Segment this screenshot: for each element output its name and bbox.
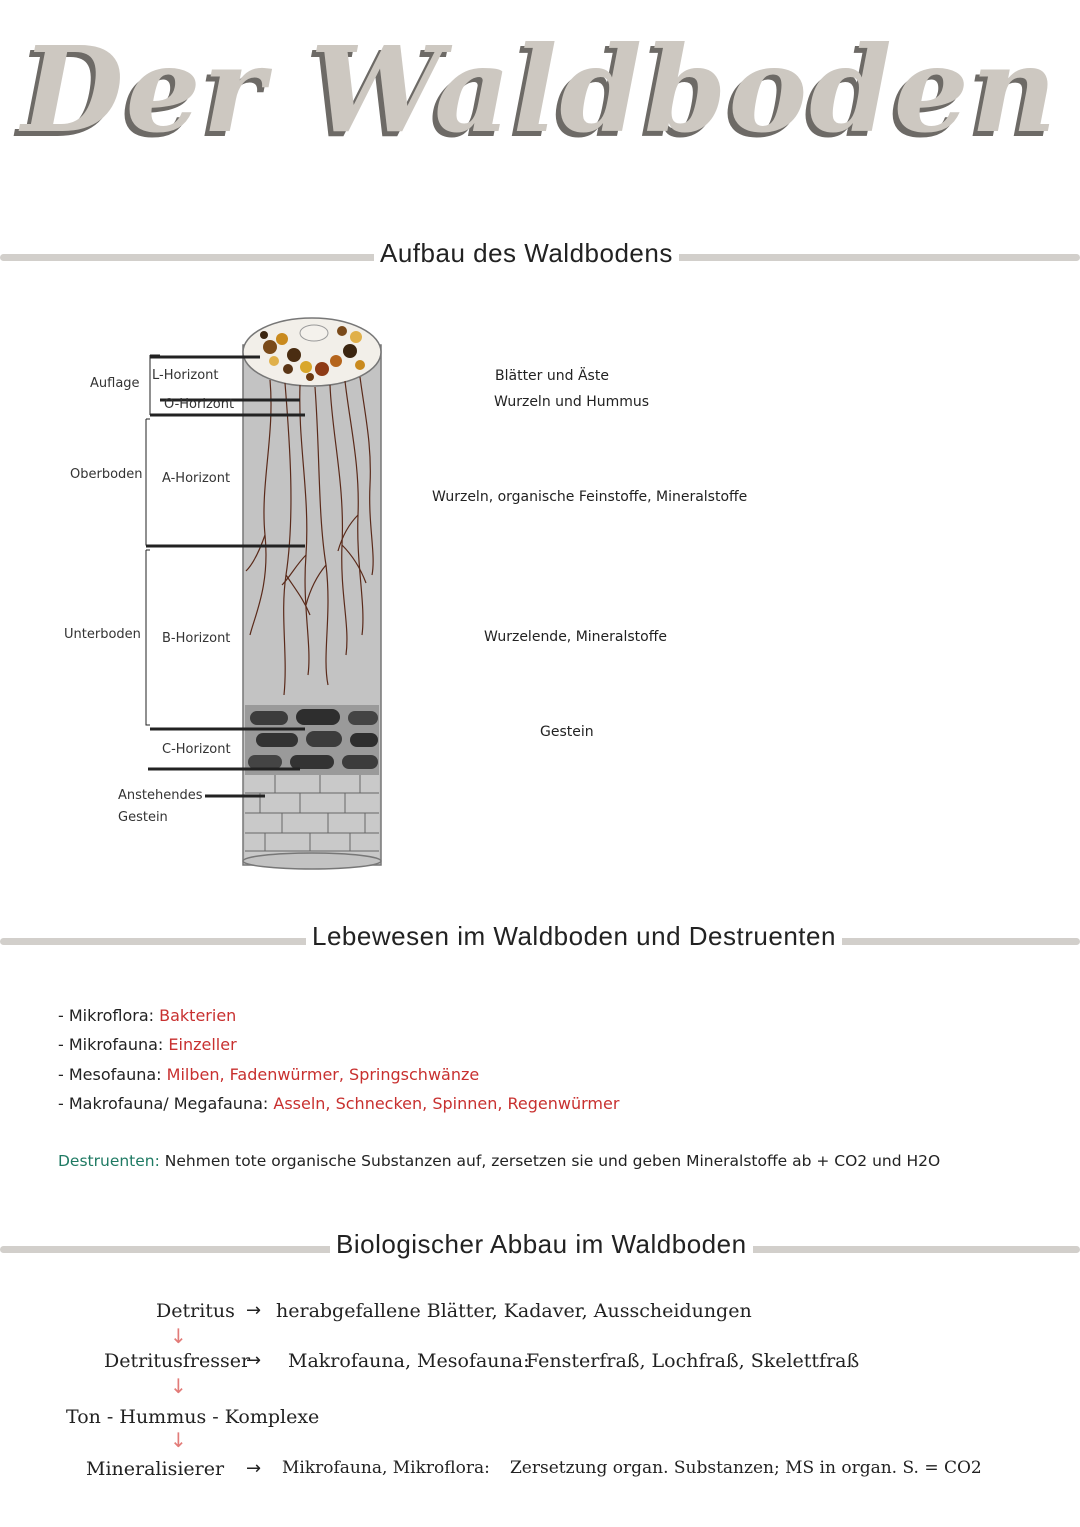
desc-o-horizont: Wurzeln und Hummus	[494, 394, 650, 410]
horizon-label-b: B-Horizont	[162, 631, 231, 646]
horizon-label-a: A-Horizont	[162, 471, 231, 486]
horizon-label-o: O-Horizont	[164, 397, 235, 412]
flow-detritus: Detritus	[156, 1300, 235, 1322]
group-label-unterboden: Unterboden	[64, 627, 141, 642]
page-title: Der Waldboden	[21, 20, 1059, 159]
horizon-label-c: C-Horizont	[162, 742, 231, 757]
section-title-aufbau: Aufbau des Waldbodens	[374, 238, 679, 269]
group-label-oberboden: Oberboden	[70, 467, 143, 482]
horizon-label-rock-1: Anstehendes	[118, 788, 203, 803]
desc-b-horizont: Wurzelende, Mineralstoffe	[484, 629, 667, 645]
desc-a-horizont: Wurzeln, organische Feinstoffe, Mineralstoffe	[432, 489, 748, 505]
destruenten-definition: Destruenten: Nehmen tote organische Substanzen auf, zersetzen sie und geben Mineralstoffe ab + CO2 und H2O	[58, 1152, 941, 1170]
horizon-label-rock-2: Gestein	[118, 810, 168, 825]
list-item: - Mikrofauna: Einzeller	[58, 1035, 237, 1054]
horizon-label-l: L-Horizont	[152, 368, 219, 383]
arrow-down-icon: ↓	[170, 1374, 187, 1398]
flow-mineralisierer-desc: Mikrofauna, Mikroflora:	[282, 1458, 490, 1478]
bedrock-icon	[245, 775, 379, 861]
flow-fresser-desc: Makrofauna, Mesofauna:	[288, 1350, 530, 1372]
desc-l-horizont: Blätter und Äste	[495, 368, 609, 384]
arrow-down-icon: ↓	[170, 1428, 187, 1452]
desc-c-horizont: Gestein	[540, 724, 594, 740]
flow-ton-hummus-komplexe: Ton - Hummus - Komplexe	[66, 1406, 320, 1428]
list-item: - Makrofauna/ Megafauna: Asseln, Schnecken, Spinnen, Regenwürmer	[58, 1094, 620, 1113]
arrow-right-icon: →	[246, 1350, 262, 1371]
flow-detritus-desc: herabgefallene Blätter, Kadaver, Ausscheidungen	[276, 1300, 752, 1322]
group-label-auflage: Auflage	[90, 376, 140, 391]
arrow-right-icon: →	[246, 1458, 262, 1479]
section-title-lebewesen: Lebewesen im Waldboden und Destruenten	[306, 921, 842, 952]
list-item: - Mesofauna: Milben, Fadenwürmer, Springschwänze	[58, 1065, 480, 1084]
flow-mineralisierer-text: Zersetzung organ. Substanzen; MS in organ. S. = CO2	[510, 1458, 982, 1478]
flow-detritusfresser: Detritusfresser	[104, 1350, 251, 1372]
flow-mineralisierer: Mineralisierer	[86, 1458, 225, 1480]
section-title-abbau: Biologischer Abbau im Waldboden	[330, 1229, 753, 1260]
arrow-right-icon: →	[246, 1300, 262, 1321]
list-item: - Mikroflora: Bakterien	[58, 1006, 237, 1025]
stones-icon	[245, 705, 379, 775]
flow-fresser-types: Fensterfraß, Lochfraß, Skelettfraß	[526, 1350, 860, 1372]
arrow-down-icon: ↓	[170, 1324, 187, 1348]
